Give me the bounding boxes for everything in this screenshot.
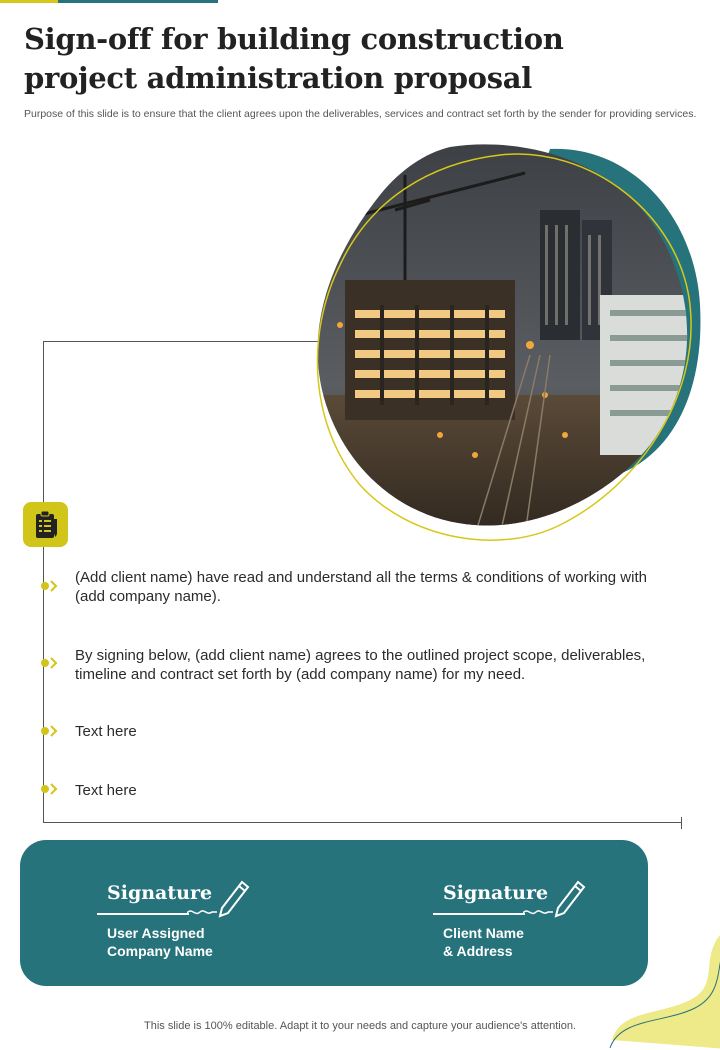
signature-title-right: Signature [443, 882, 549, 904]
pen-icon [548, 876, 590, 918]
frame-top-line [43, 341, 318, 342]
chevron-bullet-icon [40, 724, 62, 738]
signatory-name-right: Client Name & Address [443, 925, 524, 959]
purpose-text: Purpose of this slide is to ensure that the client agrees upon the deliverables, services and contract set forth by the sender for providing services. [24, 108, 697, 120]
signature-title-left: Signature [107, 882, 213, 904]
construction-photo [300, 135, 710, 550]
top-accent-yellow [0, 0, 58, 3]
chevron-bullet-icon [40, 782, 62, 796]
signatory-name-left: User Assigned Company Name [107, 925, 213, 959]
page-title: Sign-off for building construction project administration proposal [24, 22, 564, 95]
signature-line-left [97, 913, 189, 915]
pen-icon [212, 876, 254, 918]
chevron-bullet-icon [40, 579, 62, 593]
list-item: By signing below, (add client name) agrees to the outlined project scope, deliverables, timeline and contract set forth by (add company name) for my need. [75, 647, 646, 683]
top-accent-teal [58, 0, 218, 3]
frame-tick [681, 817, 682, 829]
decorative-blob [600, 930, 720, 1050]
list-item: Text here [75, 782, 137, 799]
chevron-bullet-icon [40, 656, 62, 670]
list-item: Text here [75, 723, 137, 740]
signature-squiggle [523, 907, 553, 917]
clipboard-icon [23, 502, 68, 547]
signature-line-right [433, 913, 525, 915]
signature-panel [20, 840, 648, 986]
signature-squiggle [187, 907, 217, 917]
list-item: (Add client name) have read and understand all the terms & conditions of working with (add company name). [75, 569, 647, 605]
footer-note: This slide is 100% editable. Adapt it to your needs and capture your audience's attention. [144, 1020, 576, 1032]
